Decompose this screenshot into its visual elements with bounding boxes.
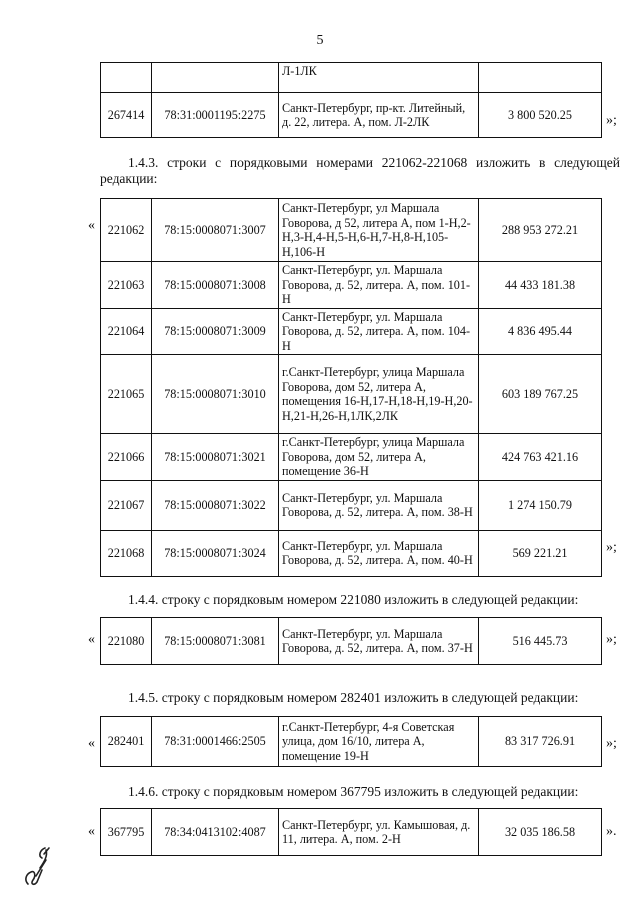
table-row bbox=[101, 308, 602, 355]
address: Санкт-Петербург, ул. Маршала Говорова, д. 52, литера. А, пом. 37-Н bbox=[279, 618, 479, 665]
table-row bbox=[101, 717, 602, 767]
row-number: 221064 bbox=[101, 308, 152, 355]
address: Санкт-Петербург, ул. Камышовая, д. 11, литера. А, пом. 2-Н bbox=[279, 809, 479, 856]
cadastral-number: 78:15:0008071:3010 bbox=[152, 355, 279, 434]
table-row bbox=[101, 63, 602, 93]
cadastral-number: 78:15:0008071:3009 bbox=[152, 308, 279, 355]
cadastral-number: 78:15:0008071:3024 bbox=[152, 530, 279, 576]
row-number: 221066 bbox=[101, 434, 152, 481]
cadastral-value: 83 317 726.91 bbox=[479, 717, 602, 767]
table-row bbox=[101, 530, 602, 576]
address: Санкт-Петербург, ул. Маршала Говорова, д. 52, литера. А, пом. 104-Н bbox=[279, 308, 479, 355]
cadastral-value: 569 221.21 bbox=[479, 530, 602, 576]
paragraph-1-4-6: 1.4.6. строку с порядковым номером 367795 изложить в следующей редакции: bbox=[128, 784, 579, 799]
row-number: 221080 bbox=[101, 618, 152, 665]
address: Л-1ЛК bbox=[279, 63, 479, 93]
paragraph-1-4-3: 1.4.3. строки с порядковыми номерами 221062-221068 изложить в следующей редакции: bbox=[100, 155, 620, 186]
cadastral-value: 1 274 150.79 bbox=[479, 480, 602, 530]
cadastral-value: 516 445.73 bbox=[479, 618, 602, 665]
table-221080 bbox=[100, 617, 602, 665]
cadastral-value: 3 800 520.25 bbox=[479, 93, 602, 138]
cadastral-number: 78:15:0008071:3007 bbox=[152, 199, 279, 262]
closing-quote: »; bbox=[606, 113, 617, 128]
table-row bbox=[101, 262, 602, 309]
address: г.Санкт-Петербург, улица Маршала Говорова, дом 52, литера А, помещение 36-Н bbox=[279, 434, 479, 481]
row-number: 282401 bbox=[101, 717, 152, 767]
table-282401 bbox=[100, 716, 602, 767]
cadastral-number: 78:31:0001195:2275 bbox=[152, 93, 279, 138]
cadastral-value: 603 189 767.25 bbox=[479, 355, 602, 434]
row-number: 221067 bbox=[101, 480, 152, 530]
table-row bbox=[101, 480, 602, 530]
closing-quote: »; bbox=[606, 736, 617, 751]
cadastral-value: 288 953 272.21 bbox=[479, 199, 602, 262]
table-367795 bbox=[100, 808, 602, 856]
opening-quote: « bbox=[88, 736, 95, 751]
cadastral-number: 78:34:0413102:4087 bbox=[152, 809, 279, 856]
cadastral-value: 424 763 421.16 bbox=[479, 434, 602, 481]
cadastral-value: 32 035 186.58 bbox=[479, 809, 602, 856]
cadastral-value bbox=[479, 63, 602, 93]
closing-quote: ». bbox=[606, 824, 617, 839]
row-number: 367795 bbox=[101, 809, 152, 856]
table-row bbox=[101, 434, 602, 481]
handwritten-initials bbox=[22, 830, 52, 890]
address: г.Санкт-Петербург, 4-я Советская улица, дом 16/10, литера А, помещение 19-Н bbox=[279, 717, 479, 767]
address: Санкт-Петербург, ул Маршала Говорова, д 52, литера А, пом 1-Н,2-Н,3-Н,4-Н,5-Н,6-Н,7-Н,8-Н,105-Н,106-Н bbox=[279, 199, 479, 262]
address: Санкт-Петербург, пр-кт. Литейный, д. 22, литера. А, пом. Л-2ЛК bbox=[279, 93, 479, 138]
cadastral-number bbox=[152, 63, 279, 93]
row-number: 221065 bbox=[101, 355, 152, 434]
page-number: 5 bbox=[316, 33, 324, 48]
cadastral-value: 4 836 495.44 bbox=[479, 308, 602, 355]
row-number: 221063 bbox=[101, 262, 152, 309]
row-number: 267414 bbox=[101, 93, 152, 138]
table-row bbox=[101, 618, 602, 665]
table-row bbox=[101, 199, 602, 262]
address: Санкт-Петербург, ул. Маршала Говорова, д. 52, литера. А, пом. 101-Н bbox=[279, 262, 479, 309]
closing-quote: »; bbox=[606, 540, 617, 555]
opening-quote: « bbox=[88, 824, 95, 839]
table-221062-221068 bbox=[100, 198, 602, 577]
closing-quote: »; bbox=[606, 632, 617, 647]
row-number: 221062 bbox=[101, 199, 152, 262]
table-row bbox=[101, 355, 602, 434]
cadastral-number: 78:31:0001466:2505 bbox=[152, 717, 279, 767]
address: Санкт-Петербург, ул. Маршала Говорова, д. 52, литера. А, пом. 38-Н bbox=[279, 480, 479, 530]
table-row bbox=[101, 93, 602, 138]
opening-quote: « bbox=[88, 632, 95, 647]
cadastral-number: 78:15:0008071:3021 bbox=[152, 434, 279, 481]
cadastral-number: 78:15:0008071:3081 bbox=[152, 618, 279, 665]
paragraph-1-4-4: 1.4.4. строку с порядковым номером 221080 изложить в следующей редакции: bbox=[128, 592, 579, 607]
row-number: 221068 bbox=[101, 530, 152, 576]
table-row bbox=[101, 809, 602, 856]
opening-quote: « bbox=[88, 218, 95, 233]
address: Санкт-Петербург, ул. Маршала Говорова, д. 52, литера. А, пом. 40-Н bbox=[279, 530, 479, 576]
table-continuation bbox=[100, 62, 602, 138]
cadastral-number: 78:15:0008071:3008 bbox=[152, 262, 279, 309]
address: г.Санкт-Петербург, улица Маршала Говорова, дом 52, литера А, помещения 16-Н,17-Н,18-Н,19-Н,20-Н,21-Н,26-Н,1ЛК,2ЛК bbox=[279, 355, 479, 434]
cadastral-value: 44 433 181.38 bbox=[479, 262, 602, 309]
row-number bbox=[101, 63, 152, 93]
paragraph-1-4-5: 1.4.5. строку с порядковым номером 282401 изложить в следующей редакции: bbox=[128, 690, 579, 705]
cadastral-number: 78:15:0008071:3022 bbox=[152, 480, 279, 530]
